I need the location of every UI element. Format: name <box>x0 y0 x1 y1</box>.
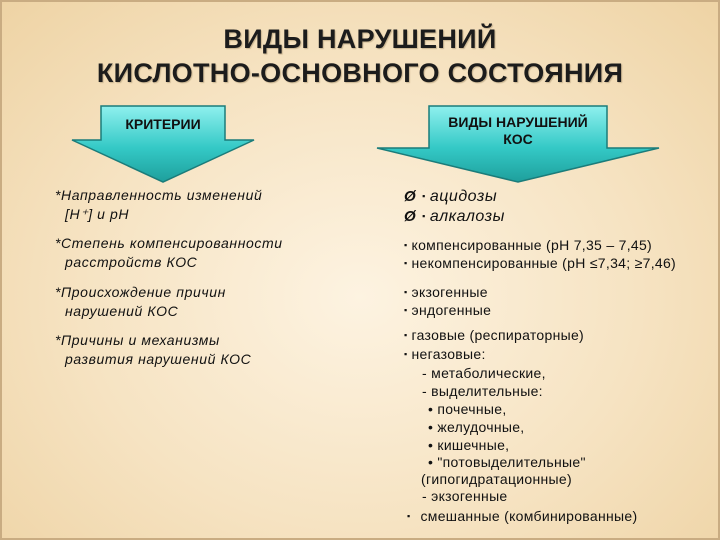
type-intestinal: • кишечные, <box>428 437 510 453</box>
slide-title-line2: КИСЛОТНО-ОСНОВНОГО СОСТОЯНИЯ <box>96 58 624 88</box>
criterion-3-line2: нарушений КОС <box>65 303 179 319</box>
square-bullet-icon: ▪ <box>404 287 408 297</box>
arrow-bullet-icon: Ø <box>404 208 417 225</box>
type-gas <box>404 326 584 344</box>
type-exogenous <box>404 283 488 301</box>
square-bullet-icon: ▪ <box>407 511 411 521</box>
criterion-1-line1: *Направленность изменений <box>55 187 263 203</box>
type-nongas <box>404 345 486 363</box>
type-exogenous-sub: - экзогенные <box>422 488 508 504</box>
arrow-bullet-icon: Ø <box>404 188 417 205</box>
type-mixed <box>407 507 637 525</box>
square-bullet-icon: ▪ <box>422 191 426 201</box>
type-nongas-label: негазовые: <box>411 346 486 362</box>
type-alkalosis <box>404 207 505 226</box>
criterion-4-line2: развития нарушений КОС <box>65 351 252 367</box>
criteria-arrow-label: КРИТЕРИИ <box>125 116 201 132</box>
type-gastric: • желудочные, <box>428 419 525 435</box>
types-arrow-label-2: КОС <box>503 131 533 147</box>
type-alkalosis-label: алкалозы <box>429 208 505 225</box>
slide-title-line1: ВИДЫ НАРУШЕНИЙ <box>223 24 497 54</box>
type-endogenous-label: эндогенные <box>411 302 492 318</box>
type-hypohydration: (гипогидратационные) <box>421 471 572 487</box>
type-excretory: - выделительные: <box>422 383 543 399</box>
square-bullet-icon: ▪ <box>404 305 408 315</box>
square-bullet-icon: ▪ <box>404 240 408 250</box>
type-acidosis <box>404 187 497 206</box>
criterion-3-line1: *Происхождение причин <box>55 284 226 300</box>
type-uncompensated-label: некомпенсированные (рН ≤7,34; ≥7,46) <box>411 255 677 271</box>
types-arrow-label-1: ВИДЫ НАРУШЕНИЙ <box>448 114 588 130</box>
type-endogenous <box>404 301 491 319</box>
criterion-2-line2: расстройств КОС <box>65 254 198 270</box>
type-uncompensated <box>404 254 676 272</box>
square-bullet-icon: ▪ <box>404 330 408 340</box>
square-bullet-icon: ▪ <box>404 349 408 359</box>
type-metabolic: - метаболические, <box>422 365 546 381</box>
type-acidosis-label: ацидозы <box>429 188 498 205</box>
type-exogenous-label: экзогенные <box>411 284 488 300</box>
type-compensated-label: компенсированные (рН 7,35 – 7,45) <box>411 237 653 253</box>
type-sweat: • "потовыделительные" <box>428 454 586 470</box>
square-bullet-icon: ▪ <box>404 258 408 268</box>
square-bullet-icon: ▪ <box>422 211 426 221</box>
criterion-4-line1: *Причины и механизмы <box>55 332 220 348</box>
type-compensated <box>404 236 652 254</box>
type-gas-label: газовые (респираторные) <box>411 327 585 343</box>
criterion-1-line2: [H⁺] и pH <box>65 206 130 222</box>
type-mixed-label: смешанные (комбинированные) <box>420 508 638 524</box>
type-renal: • почечные, <box>428 401 507 417</box>
criterion-2-line1: *Степень компенсированности <box>55 235 283 251</box>
